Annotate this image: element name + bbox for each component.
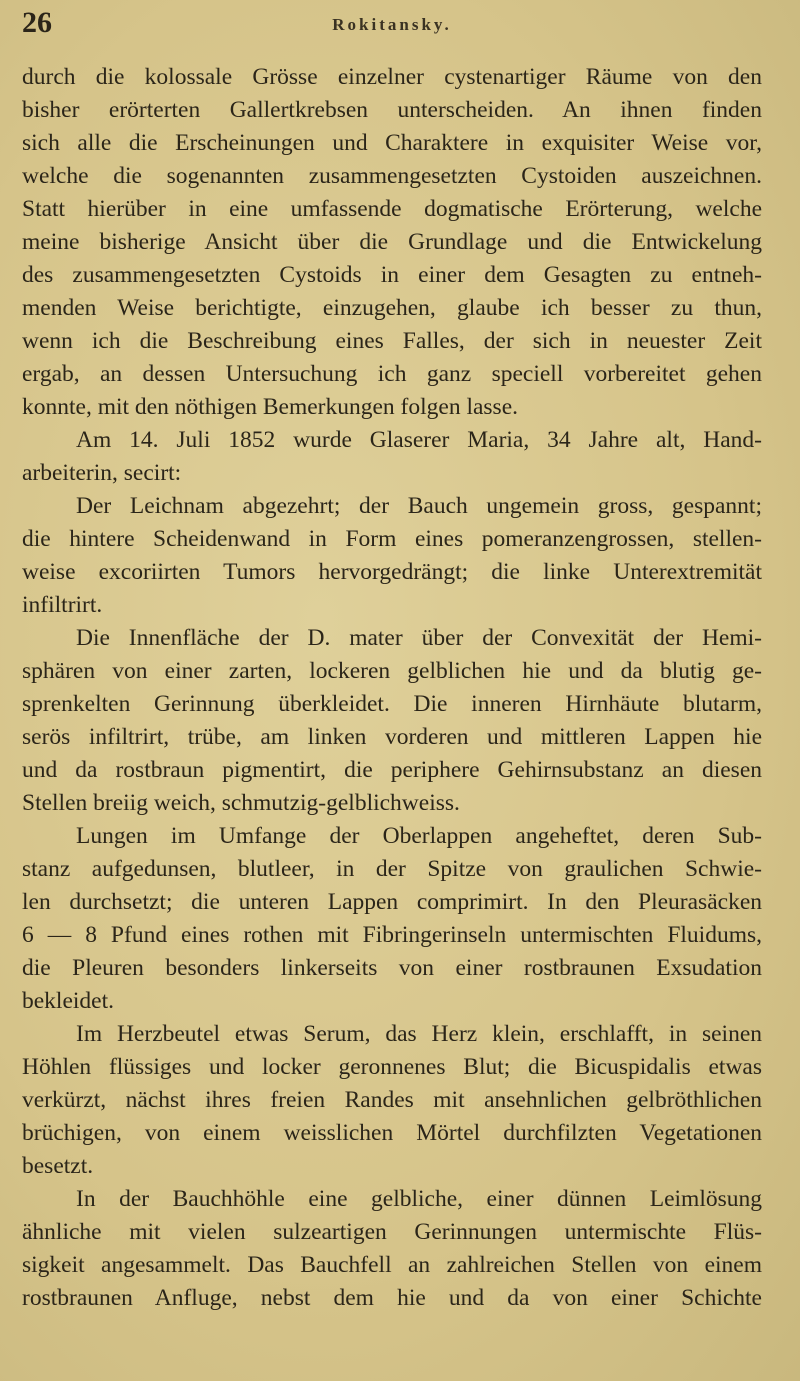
text-line: arbeiterin, secirt:	[22, 460, 182, 486]
text-line: durch die kolossale Grösse einzelner cystenartiger Räume von den	[22, 64, 762, 90]
text-line: Lungen im Umfange der Oberlappen angeheftet, deren Sub-	[76, 823, 762, 849]
text-line: infiltrirt.	[22, 592, 103, 618]
page-number: 26	[22, 6, 52, 39]
text-line: menden Weise berichtigte, einzugehen, glaube ich besser zu thun,	[22, 295, 762, 321]
text-line: welche die sogenannten zusammengesetzten Cystoiden auszeichnen.	[22, 163, 762, 189]
text-line: konnte, mit den nöthigen Bemerkungen folgen lasse.	[22, 394, 519, 420]
text-line: Stellen breiig weich, schmutzig-gelblichweiss.	[22, 790, 460, 816]
text-line: ähnliche mit vielen sulzeartigen Gerinnungen untermischte Flüs-	[22, 1219, 762, 1245]
text-line: ergab, an dessen Untersuchung ich ganz speciell vorbereitet gehen	[22, 361, 762, 387]
text-line: Am 14. Juli 1852 wurde Glaserer Maria, 34 Jahre alt, Hand-	[76, 427, 762, 453]
page-header	[22, 6, 762, 40]
text-line: bisher erörterten Gallertkrebsen unterscheiden. An ihnen finden	[22, 97, 762, 123]
text-line: sprenkelten Gerinnung überkleidet. Die inneren Hirnhäute blutarm,	[22, 691, 762, 717]
running-title: Rokitansky.	[332, 15, 452, 34]
text-line: In der Bauchhöhle eine gelbliche, einer dünnen Leimlösung	[76, 1186, 762, 1212]
text-line: die Pleuren besonders linkerseits von einer rostbraunen Exsudation	[22, 955, 762, 981]
text-line: rostbraunen Anfluge, nebst dem hie und da von einer Schichte	[22, 1285, 762, 1311]
text-line: Die Innenfläche der D. mater über der Convexität der Hemi-	[76, 625, 762, 651]
text-line: Statt hierüber in eine umfassende dogmatische Erörterung, welche	[22, 196, 762, 222]
text-line: brüchigen, von einem weisslichen Mörtel durchfilzten Vegetationen	[22, 1120, 762, 1146]
text-line: Im Herzbeutel etwas Serum, das Herz klein, erschlafft, in seinen	[76, 1021, 762, 1047]
text-line: serös infiltrirt, trübe, am linken vorderen und mittleren Lappen hie	[22, 724, 762, 750]
text-line: des zusammengesetzten Cystoids in einer dem Gesagten zu entneh-	[22, 262, 762, 288]
text-line: stanz aufgedunsen, blutleer, in der Spitze von graulichen Schwie-	[22, 856, 762, 882]
text-line: wenn ich die Beschreibung eines Falles, der sich in neuester Zeit	[22, 328, 762, 354]
text-line: besetzt.	[22, 1153, 94, 1179]
text-line: sich alle die Erscheinungen und Charaktere in exquisiter Weise vor,	[22, 130, 762, 156]
text-line: Höhlen flüssiges und locker geronnenes Blut; die Bicuspidalis etwas	[22, 1054, 762, 1080]
text-line: len durchsetzt; die unteren Lappen comprimirt. In den Pleurasäcken	[22, 889, 762, 915]
text-line: 6 — 8 Pfund eines rothen mit Fibringerinseln untermischten Fluidums,	[22, 922, 762, 948]
text-line: verkürzt, nächst ihres freien Randes mit ansehnlichen gelbröthlichen	[22, 1087, 762, 1113]
body-text	[22, 61, 762, 1315]
text-line: meine bisherige Ansicht über die Grundlage und die Entwickelung	[22, 229, 762, 255]
text-line: sphären von einer zarten, lockeren gelblichen hie und da blutig ge-	[22, 658, 762, 684]
text-line: weise excoriirten Tumors hervorgedrängt; die linke Unterextremität	[22, 559, 762, 585]
text-line: sigkeit angesammelt. Das Bauchfell an zahlreichen Stellen von einem	[22, 1252, 762, 1278]
text-line: bekleidet.	[22, 988, 115, 1014]
text-line: die hintere Scheidenwand in Form eines pomeranzengrossen, stellen-	[22, 526, 762, 552]
text-line: und da rostbraun pigmentirt, die periphere Gehirnsubstanz an diesen	[22, 757, 762, 783]
text-line: Der Leichnam abgezehrt; der Bauch ungemein gross, gespannt;	[76, 493, 762, 519]
